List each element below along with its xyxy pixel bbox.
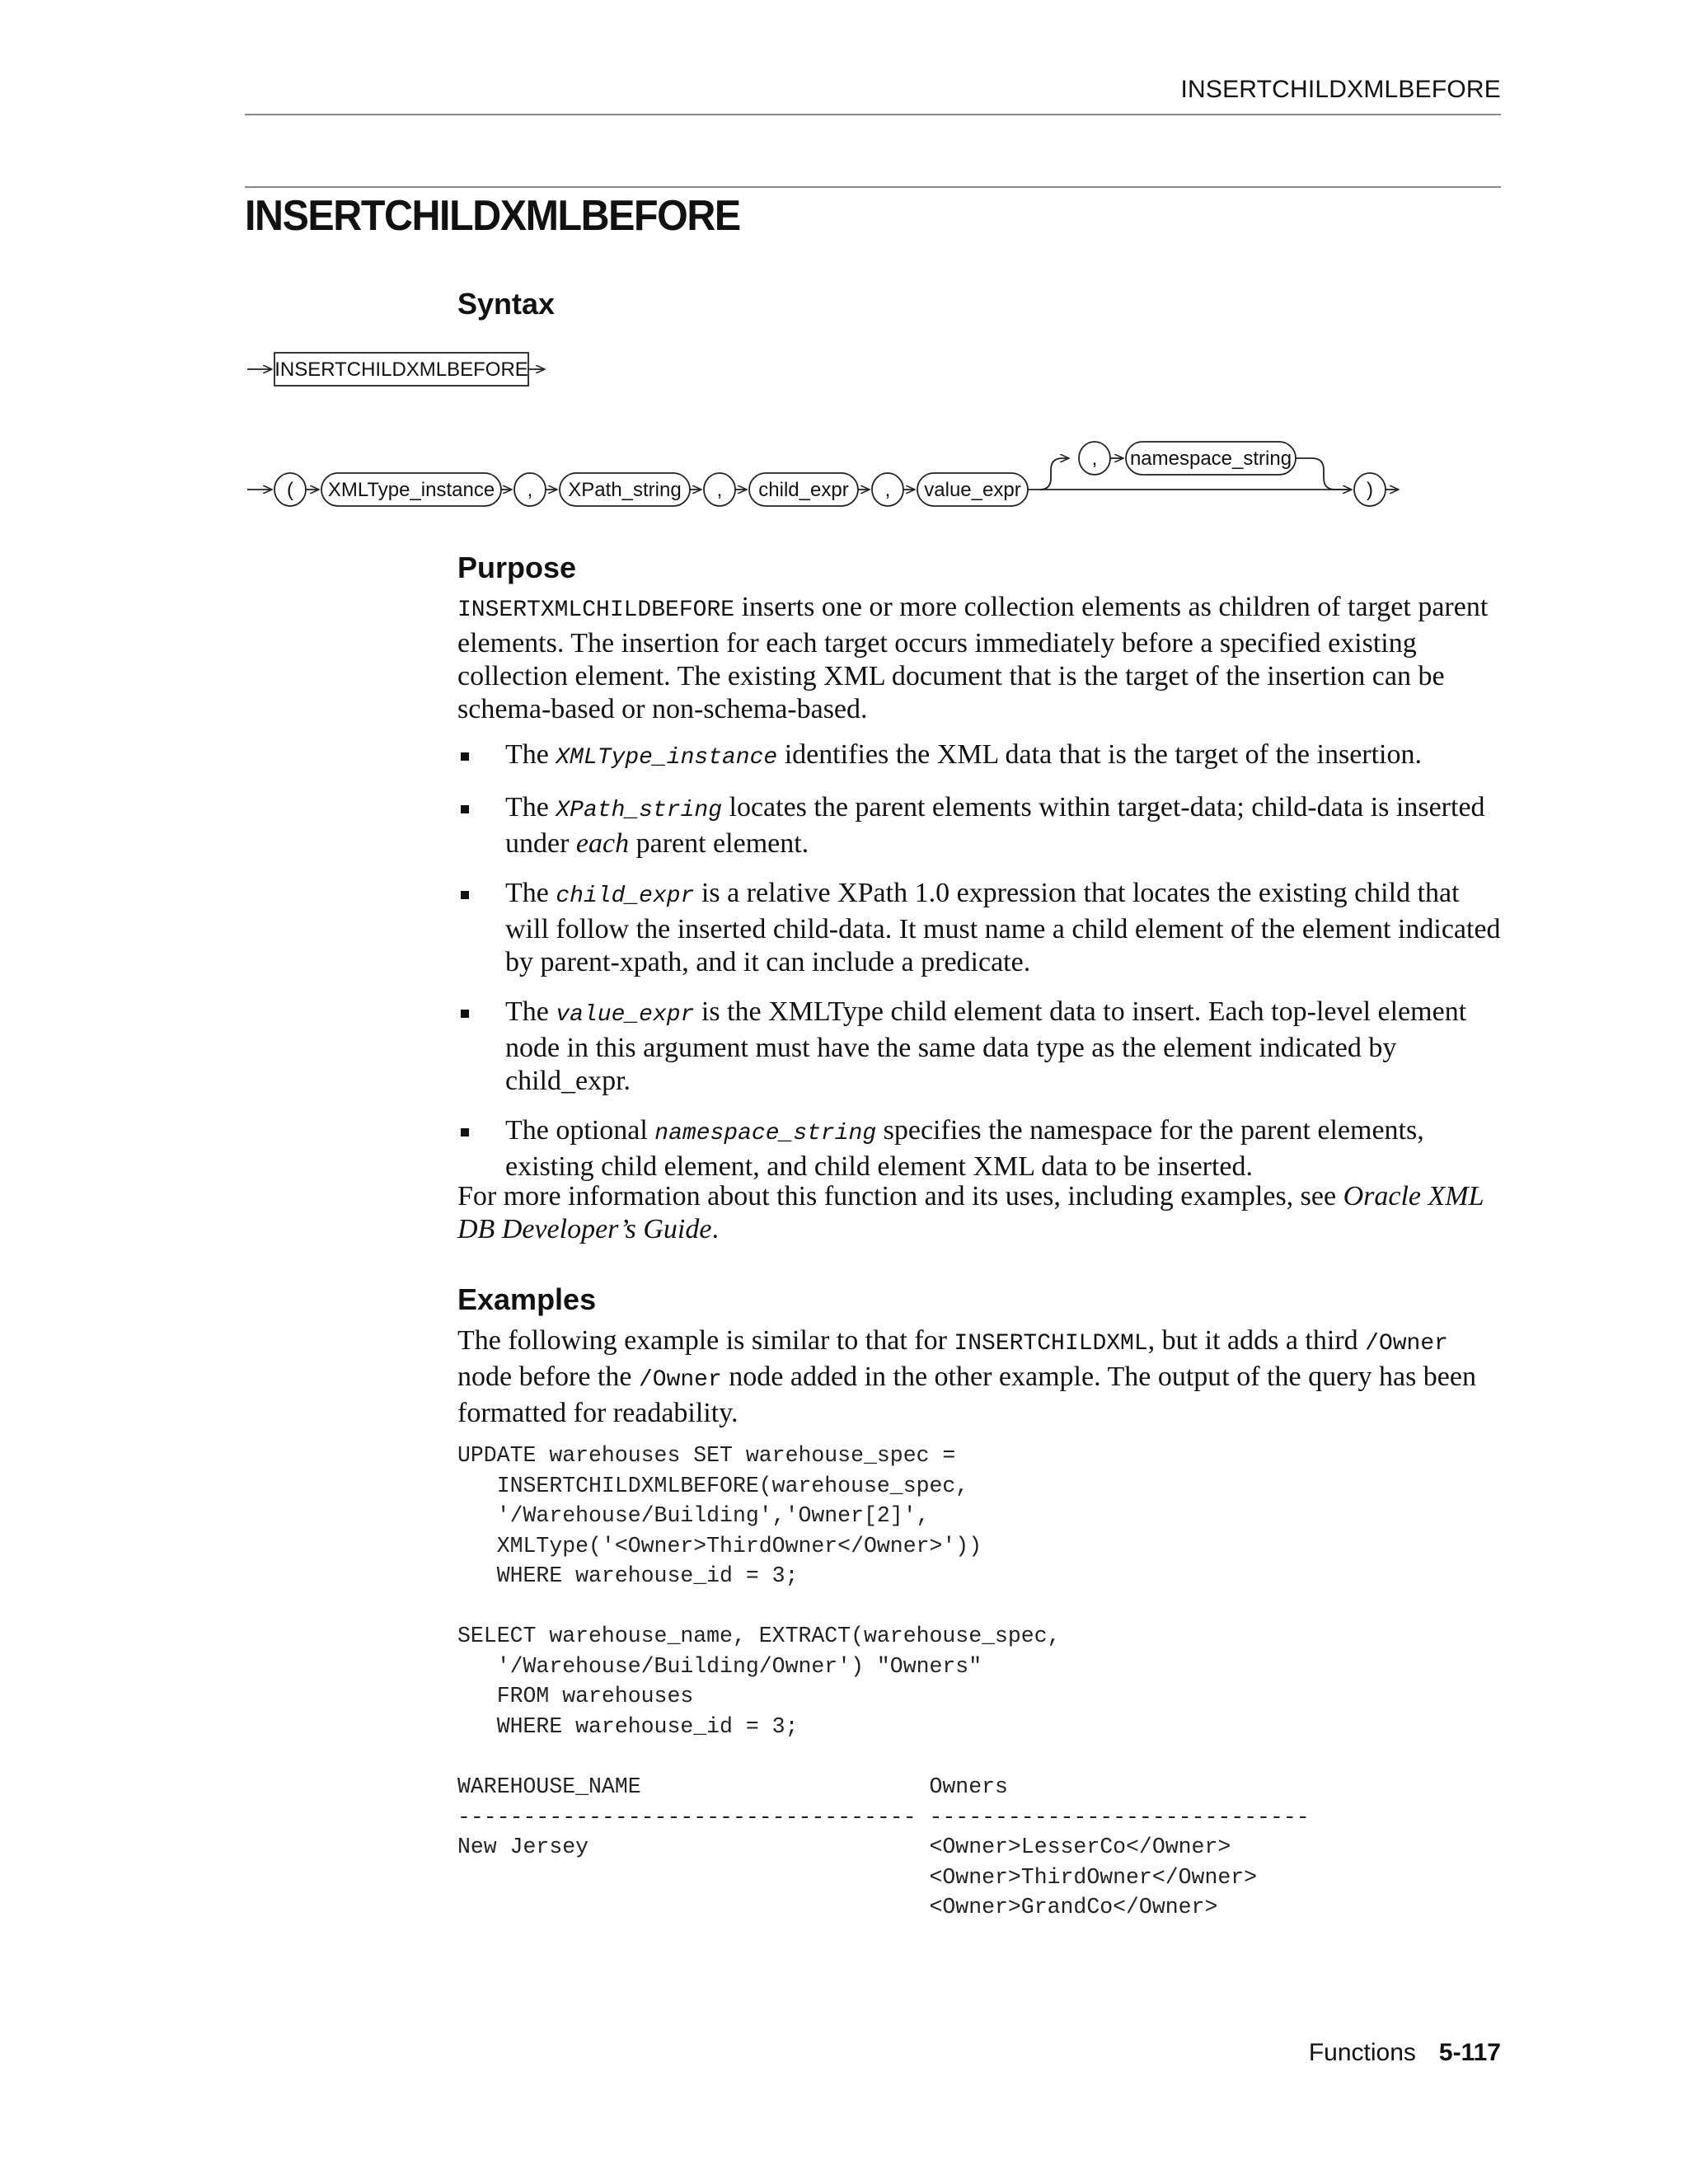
syntax-comma: ,	[716, 479, 723, 501]
page-title: INSERTCHILDXMLBEFORE	[245, 192, 740, 240]
syntax-close-paren: )	[1367, 479, 1373, 501]
list-item	[457, 791, 1501, 860]
bullet-text: is a relative XPath 1.0 expression that locates the existing child that will follow the inserted child-data. It must name a child element of the element indicated by parent-xpath, and it can include a predicate.	[505, 878, 1501, 977]
code-block-select: SELECT warehouse_name, EXTRACT(warehouse_spec, '/Warehouse/Building/Owner') "Owners" FROM warehouses WHERE warehouse_id = 3;	[457, 1624, 1061, 1739]
examples-intro-text: node before the	[457, 1361, 639, 1392]
inline-code: INSERTCHILDXML	[954, 1331, 1148, 1357]
purpose-intro-text: inserts one or more collection elements as children of target parent elements. The insertion for each target occurs immediately before a specified existing collection element. The existing XML document that is the target of the insertion can be schema-based or non-schema-based.	[457, 592, 1489, 724]
bullet-code: XMLType_instance	[556, 745, 778, 771]
examples-intro	[457, 1324, 1501, 1430]
more-info-end: .	[711, 1214, 719, 1244]
bullet-code: namespace_string	[654, 1121, 877, 1146]
examples-intro-text: The following example is similar to that for	[457, 1325, 954, 1356]
bullet-text: identifies the XML data that is the target of the insertion.	[777, 739, 1423, 770]
syntax-diagram	[0, 0, 1688, 544]
bullet-prefix: The	[505, 996, 556, 1027]
list-item	[457, 738, 1501, 775]
page-footer	[1309, 2039, 1501, 2067]
bullet-prefix: The	[505, 878, 556, 908]
bullet-code: value_expr	[556, 1002, 695, 1028]
list-item	[457, 996, 1501, 1098]
syntax-param-xmltype-instance: XMLType_instance	[327, 479, 495, 501]
more-info-text: For more information about this function and its uses, including examples, see	[457, 1181, 1343, 1212]
syntax-comma: ,	[1091, 448, 1098, 470]
list-item	[457, 1114, 1501, 1183]
function-name-code: INSERTXMLCHILDBEFORE	[457, 598, 735, 623]
syntax-param-value-expr: value_expr	[924, 479, 1021, 501]
running-header: INSERTCHILDXMLBEFORE	[1180, 76, 1501, 103]
code-block-update: UPDATE warehouses SET warehouse_spec = INSERTCHILDXMLBEFORE(warehouse_spec, '/Warehouse/Building','Owner[2]', XMLType('<Owner>ThirdOwner</Owner>')) WHERE warehouse_id = 3;	[457, 1443, 982, 1588]
footer-section: Functions	[1308, 2039, 1416, 2066]
guide-reference: Oracle XML DB Developer’s Guide	[457, 1181, 1484, 1244]
inline-code: /Owner	[638, 1367, 722, 1393]
bullet-marker	[461, 1010, 469, 1018]
syntax-param-child-expr: child_expr	[758, 479, 849, 501]
bullet-prefix: The	[505, 792, 556, 823]
bullet-marker	[461, 805, 469, 813]
more-info-paragraph	[457, 1180, 1501, 1246]
examples-intro-text: , but it adds a third	[1147, 1325, 1366, 1356]
purpose-heading: Purpose	[457, 551, 577, 584]
bullet-marker	[461, 891, 469, 899]
bullet-prefix: The optional	[505, 1115, 655, 1146]
inline-code: /Owner	[1365, 1331, 1448, 1357]
bullet-emphasis: each	[575, 828, 630, 859]
query-output: WAREHOUSE_NAME Owners ----------------------------------- ----------------------------- New Jersey <Owner>LesserCo</Owner> <Owner>ThirdOwner</Owner> <Owner>GrandCo</Owner>	[457, 1774, 1310, 1919]
purpose-bullet-list	[457, 738, 1501, 1200]
examples-heading: Examples	[457, 1282, 597, 1316]
bullet-prefix: The	[505, 739, 556, 770]
bullet-text: is the XMLType child element data to insert. Each top-level element node in this argument must have the same data type as the element indicated by child_expr.	[505, 996, 1467, 1096]
bullet-text: locates the parent elements within target-data; child-data is inserted under	[505, 792, 1485, 859]
bullet-code: XPath_string	[556, 798, 722, 823]
syntax-comma: ,	[527, 479, 533, 501]
bullet-text: specifies the namespace for the parent elements, existing child element, and child element XML data to be inserted.	[505, 1115, 1424, 1182]
syntax-keyword: INSERTCHILDXMLBEFORE	[274, 359, 528, 381]
bullet-suffix: parent element.	[629, 828, 809, 859]
bullet-marker	[461, 752, 469, 761]
list-item	[457, 877, 1501, 979]
syntax-comma: ,	[884, 479, 891, 501]
syntax-heading: Syntax	[457, 287, 556, 321]
examples-intro-text: node added in the other example. The output of the query has been formatted for readability.	[457, 1361, 1476, 1428]
syntax-param-namespace-string: namespace_string	[1129, 448, 1292, 470]
bullet-code: child_expr	[556, 883, 695, 909]
page-number: 5-117	[1438, 2039, 1501, 2066]
syntax-open-paren: (	[287, 479, 293, 501]
bullet-marker	[461, 1128, 469, 1137]
syntax-param-xpath-string: XPath_string	[568, 479, 682, 501]
purpose-intro	[457, 591, 1501, 726]
